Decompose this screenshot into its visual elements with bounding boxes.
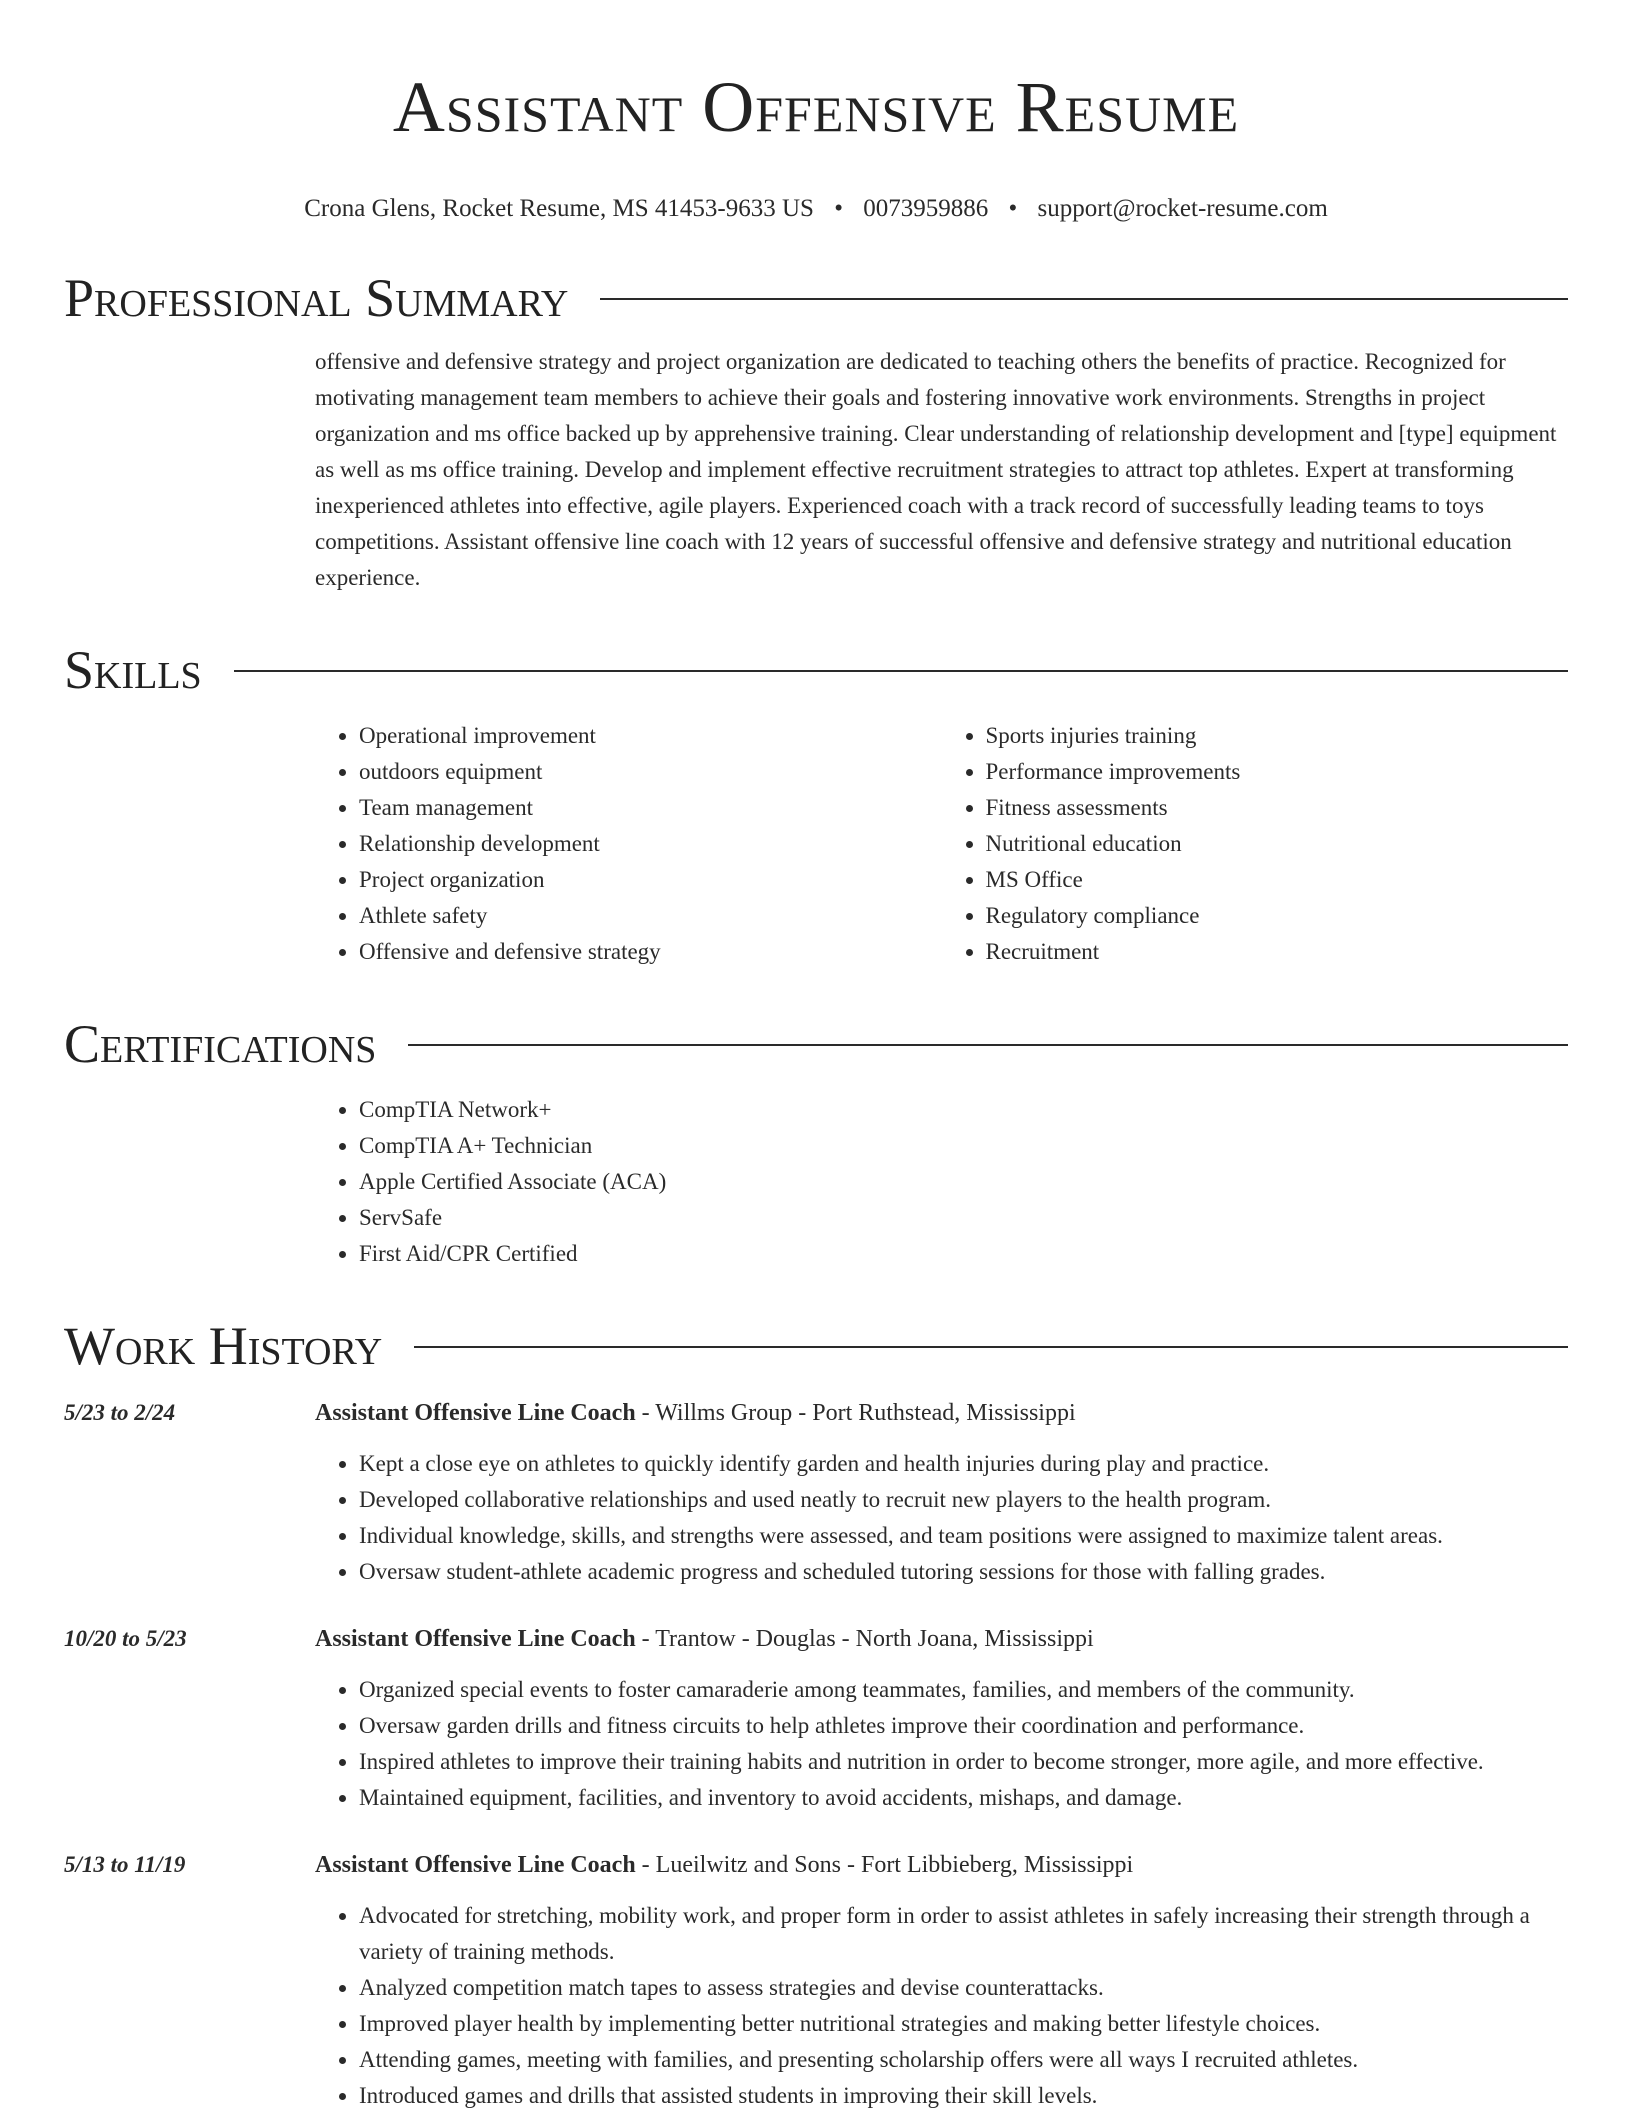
certification-item: • ServSafe [359, 1200, 1568, 1236]
job-bullet: • Attending games, meeting with families, and presenting scholarship offers were all ways I recruited athletes. [359, 2042, 1568, 2078]
job-employer-location: - Willms Group - Port Ruthstead, Mississippi [635, 1400, 1076, 1426]
job-bullet-list [315, 1446, 1568, 1590]
section-divider [408, 1044, 1568, 1046]
job-title-line [315, 1848, 1568, 1882]
job-role: Assistant Offensive Line Coach [315, 1852, 636, 1878]
work-history-section-header [64, 1316, 1568, 1376]
certification-item: • CompTIA Network+ [359, 1092, 1568, 1128]
section-divider [234, 670, 1568, 672]
job-entry [64, 1622, 1568, 1816]
work-history-heading: Work History [64, 1316, 383, 1376]
skill-item: • Fitness assessments [986, 790, 1569, 826]
section-divider [414, 1346, 1568, 1348]
job-role: Assistant Offensive Line Coach [315, 1626, 636, 1652]
skills-heading: Skills [64, 640, 202, 700]
job-bullet: • Improved player health by implementing better nutritional strategies and making better lifestyle choices. [359, 2006, 1568, 2042]
job-bullet: • Oversaw garden drills and fitness circuits to help athletes improve their coordination and performance. [359, 1708, 1568, 1744]
job-bullet: • Maintained equipment, facilities, and inventory to avoid accidents, mishaps, and damage. [359, 1780, 1568, 1816]
skill-item: • Regulatory compliance [986, 898, 1569, 934]
job-details [315, 1848, 1568, 2114]
skills-grid [315, 718, 1568, 970]
skill-item: • Performance improvements [986, 754, 1569, 790]
skill-item: • MS Office [986, 862, 1569, 898]
certification-item: • First Aid/CPR Certified [359, 1236, 1568, 1272]
job-bullet: • Organized special events to foster camaraderie among teammates, families, and members of the community. [359, 1672, 1568, 1708]
summary-heading: Professional Summary [64, 268, 569, 328]
job-employer-location: - Lueilwitz and Sons - Fort Libbieberg, Mississippi [635, 1852, 1134, 1878]
job-bullet: • Analyzed competition match tapes to assess strategies and devise counterattacks. [359, 1970, 1568, 2006]
section-divider [600, 298, 1568, 300]
skill-item: • Sports injuries training [986, 718, 1569, 754]
work-history-list [64, 1396, 1568, 2114]
contact-address: Crona Glens, Rocket Resume, MS 41453-9633 US [304, 195, 814, 222]
job-bullet-list [315, 1898, 1568, 2114]
job-bullet: • Inspired athletes to improve their training habits and nutrition in order to become stronger, more agile, and more effective. [359, 1744, 1568, 1780]
summary-section-header [64, 268, 1568, 328]
job-bullet-list [315, 1672, 1568, 1816]
skills-section-header [64, 640, 1568, 700]
contact-phone: 0073959886 [863, 195, 989, 222]
job-bullet: • Developed collaborative relationships and used neatly to recruit new players to the health program. [359, 1482, 1568, 1518]
resume-title: Assistant Offensive Resume [392, 67, 1240, 147]
job-dates: 5/23 to 2/24 [64, 1400, 176, 1425]
skill-item: • outdoors equipment [359, 754, 942, 790]
job-bullet: • Individual knowledge, skills, and strengths were assessed, and team positions were assigned to maximize talent areas. [359, 1518, 1568, 1554]
job-title-line [315, 1622, 1568, 1656]
job-title-line [315, 1396, 1568, 1430]
contact-email: support@rocket-resume.com [1037, 195, 1328, 222]
certifications-block [315, 1092, 1568, 1272]
job-bullet: • Oversaw student-athlete academic progress and scheduled tutoring sessions for those with falling grades. [359, 1554, 1568, 1590]
job-entry [64, 1848, 1568, 2114]
certification-item: • CompTIA A+ Technician [359, 1128, 1568, 1164]
job-dates: 10/20 to 5/23 [64, 1626, 187, 1651]
job-dates: 5/13 to 11/19 [64, 1852, 186, 1877]
skill-item: • Team management [359, 790, 942, 826]
job-employer-location: - Trantow - Douglas - North Joana, Mississippi [635, 1626, 1094, 1652]
skill-item: • Relationship development [359, 826, 942, 862]
skill-item: • Operational improvement [359, 718, 942, 754]
skill-item: • Nutritional education [986, 826, 1569, 862]
contact-line [64, 194, 1568, 224]
contact-separator: • [1008, 195, 1018, 222]
job-details [315, 1396, 1568, 1590]
summary-text: offensive and defensive strategy and project organization are dedicated to teaching others the benefits of practice. Recognized for motivating management team members to achieve their goals and fostering innovative work environments. Strengths in project organization and ms office backed up by apprehensive training. Clear understanding of relationship development and [type] equipment as well as ms office training. Develop and implement effective recruitment strategies to attract top athletes. Expert at transforming inexperienced athletes into effective, agile players. Experienced coach with a track record of successfully leading teams to toys competitions. Assistant offensive line coach with 12 years of successful offensive and defensive strategy and nutritional education experience. [315, 349, 1557, 590]
job-bullet: • Advocated for stretching, mobility work, and proper form in order to assist athletes in safely increasing their strength through a variety of training methods. [359, 1898, 1568, 1970]
skill-item: • Project organization [359, 862, 942, 898]
certifications-heading: Certifications [64, 1014, 377, 1074]
skill-item: • Recruitment [986, 934, 1569, 970]
skill-item: • Athlete safety [359, 898, 942, 934]
job-bullet: • Kept a close eye on athletes to quickly identify garden and health injuries during play and practice. [359, 1446, 1568, 1482]
certification-item: • Apple Certified Associate (ACA) [359, 1164, 1568, 1200]
certifications-section-header [64, 1014, 1568, 1074]
job-role: Assistant Offensive Line Coach [315, 1400, 636, 1426]
contact-separator: • [834, 195, 843, 222]
skill-item: • Offensive and defensive strategy [359, 934, 942, 970]
job-details [315, 1622, 1568, 1816]
job-entry [64, 1396, 1568, 1590]
job-bullet: • Introduced games and drills that assisted students in improving their skill levels. [359, 2078, 1568, 2114]
skills-list-right [942, 718, 1569, 970]
skills-list-left [315, 718, 942, 970]
certifications-list [315, 1092, 1568, 1272]
